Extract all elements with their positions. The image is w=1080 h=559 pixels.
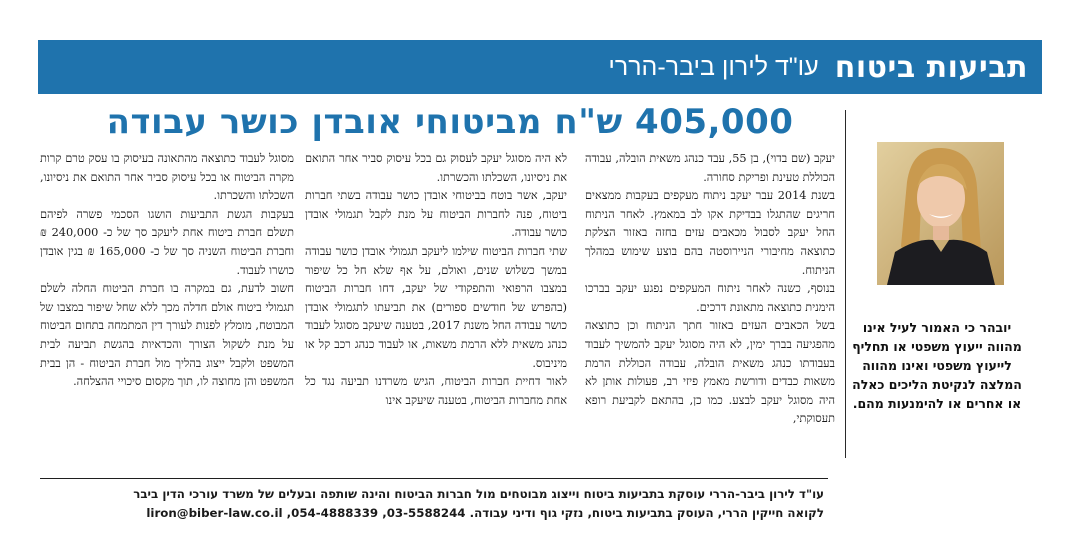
paragraph: יעקב (שם בדוי), בן 55, עבד כנהג משאית הובלה, עבודה הכוללת טעינת ופריקת סחורה. <box>585 152 835 184</box>
column-divider <box>845 110 846 458</box>
footer-contact-line: לקואה חייקין הררי, העוסק בתביעות ביטוח, נזקי גוף ודיני עבודה. 03-5588244, 054-4888339, liron@biber-law.co.il <box>146 506 824 520</box>
article-column-3 <box>40 150 294 392</box>
paragraph: לא היה מסוגל יעקב לעסוק גם בכל עיסוק סביר אחר התואם את ניסיונו, השכלתו והכשרתו. <box>305 152 567 184</box>
paragraph: בנוסף, כשנה לאחר ניתוח המעקפים נפגע יעקב בברכו הימנית כתוצאה מתאונת דרכים. <box>585 282 835 314</box>
paragraph: שתי חברות הביטוח שילמו ליעקב תגמולי אובדן כושר עבודה במשך כשלוש שנים, ואולם, על אף שלא חל כל שיפור במצבו הרפואי והתפקודי של יעקב, דחו חברות הביטוח (בהפרש של חודשים ספורים) את תביעתו לתגמולי אובדן כושר עבודה החל משנת 2017, בטענה שיעקב מסוגל לעבוד כנהג משאית ללא הרמת משאות, או לעבוד כנהג רכב קל או מיניבוס. <box>305 244 567 370</box>
author-photo <box>877 142 1004 285</box>
author-bio-footer <box>40 478 828 532</box>
section-header-bar <box>38 40 1042 94</box>
paragraph: חשוב לדעת, גם במקרה בו חברת הביטוח החלה לשלם תגמולי ביטוח אולם חדלה מכך ללא שחל שיפור במצבו של המבוטח, מומלץ לפנות לעורך דין המתמחה בתחום הביטוח על מנת לשקול הצורך והכדאיות בהגשת תביעה לבית המשפט ולקבל ייצוג בהליך מול חברת הביטוח - הן בבית המשפט והן מחוצה לו, תוך מקסום סיכויי ההצלחה. <box>40 282 294 389</box>
paragraph: בשל הכאבים העזים באזור חתך הניתוח וכן כתוצאה מהפגיעה בברך ימין, לא היה מסוגל יעקב להמשיך לעבוד בעבודתו כנהג משאית הובלה, עבודה הכוללת הרמת משאות כבדים ודורשת מאמץ פיזי רב, פעולות אותן לא היה מסוגל יעקב לבצע. כמו כן, בהתאם לקביעת רופא תעסוקתי, <box>585 319 835 426</box>
footer-line-1: עו"ד לירון ביבר-הררי עוסקת בתביעות ביטוח וייצוג מבוטחים מול חברות הביטוח והינה שותפה ובעלים של משרד עורכי הדין ביבר <box>133 487 824 501</box>
paragraph: יעקב, אשר בוטח בביטוחי אובדן כושר עבודה בשתי חברות ביטוח, פנה לחברות הביטוח על מנת לקבל תגמולי אובדן כושר עבודה. <box>305 189 567 240</box>
article-column-1 <box>585 150 835 429</box>
author-name: עו"ד לירון ביבר-הררי <box>608 52 819 81</box>
paragraph: בשנת 2014 עבר יעקב ניתוח מעקפים בעקבות ממצאים חריגים שהתגלו בבדיקת אקו לב במאמץ. לאחר הניתוח החל יעקב לסבול מכאבים עזים בחזה באזור הצלקת כתוצאה מחיבורי הניירוסטה בהם בוצע שימוש במהלך הניתוח. <box>585 189 835 277</box>
article-headline: 405,000 ש"ח מביטוחי אובדן כושר עבודה <box>106 102 794 142</box>
author-portrait-image <box>877 142 1004 285</box>
paragraph: בעקבות הגשת התביעות הושגו הסכמי פשרה לפיהם תשלם חברת ביטוח אחת ליעקב סך של כ- 240,000 ₪ וחברת הביטוח השניה סך של כ- 165,000 ₪ בגין אובדן כושרו לעבוד. <box>40 207 294 277</box>
section-title: תביעות ביטוח <box>834 49 1028 85</box>
legal-disclaimer: יובהר כי האמור לעיל אינו מהווה ייעוץ משפטי או תחליף לייעוץ משפטי ואינו מהווה המלצה לנקיטת הליכים כאלה או אחרים או להימנעות מהם. <box>852 320 1022 411</box>
paragraph: מסוגל לעבוד כתוצאה מהתאונה בעיסוק בו עסק טרם קרות מקרה הביטוח או בכל עיסוק סביר אחר התואם את ניסיונו, השכלתו והשכרתו. <box>40 152 294 203</box>
paragraph: לאור דחיית חברות הביטוח, הגיש משרדנו תביעה נגד כל אחת מחברות הביטוח, בטענה שיעקב אינו <box>305 375 567 407</box>
article-column-2 <box>305 150 567 410</box>
